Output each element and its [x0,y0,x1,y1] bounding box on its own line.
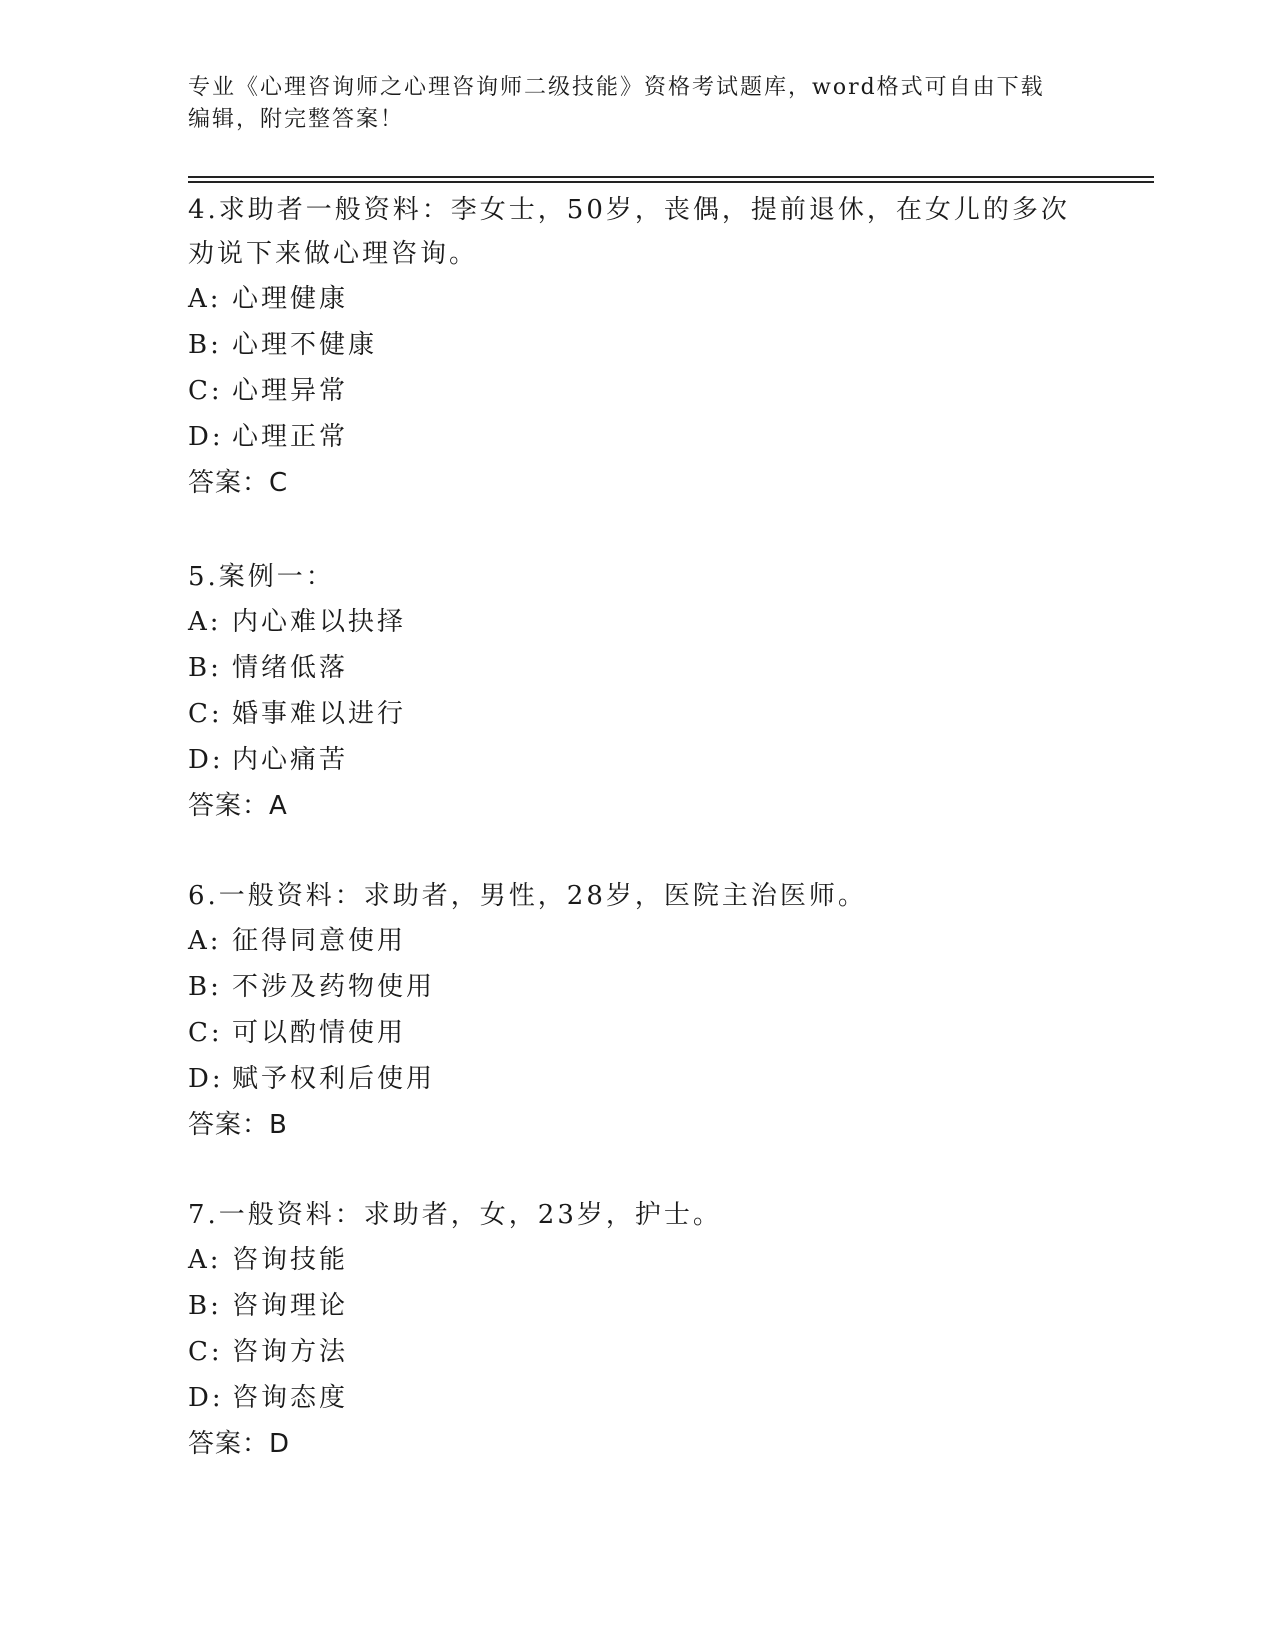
question-stem-line-1: 4.求助者一般资料：李女士，50岁，丧偶，提前退休，在女儿的多次 [188,195,1070,225]
option-a [188,1237,1088,1283]
option-label: D: [188,745,224,775]
question-6 [188,874,1088,1148]
option-label: D: [188,422,224,452]
question-stem-line-1: 5.案例一： [188,562,335,592]
question-4 [188,188,1088,506]
option-label: B: [188,972,222,1002]
question-stem-line-1: 7.一般资料：求助者，女，23岁，护士。 [188,1200,722,1230]
option-label: C: [188,1337,223,1367]
option-label: D: [188,1383,224,1413]
option-b [188,645,1088,691]
option-text: 可以酌情使用 [232,1018,407,1048]
option-label: B: [188,330,222,360]
option-label: C: [188,699,223,729]
option-text: 心理健康 [232,284,349,314]
option-text: 心理不健康 [232,330,378,360]
option-text: 内心难以抉择 [232,607,407,637]
answer-line: 答案：D [188,1429,291,1459]
answer-line: 答案：C [188,468,289,498]
option-text: 咨询方法 [232,1337,349,1367]
answer-line: 答案：A [188,791,288,821]
option-b [188,964,1088,1010]
question-5 [188,555,1088,829]
option-c [188,1010,1088,1056]
header-divider-top [188,176,1154,178]
option-text: 征得同意使用 [232,926,407,956]
option-label: A: [188,926,222,956]
option-label: A: [188,607,222,637]
option-c [188,368,1088,414]
option-b [188,1283,1088,1329]
header-line-2: 编辑，附完整答案！ [188,107,405,132]
option-label: B: [188,1291,222,1321]
option-text: 内心痛苦 [232,745,349,775]
header-divider-bottom [188,181,1154,183]
option-label: C: [188,376,223,406]
option-text: 咨询理论 [232,1291,349,1321]
answer-line: 答案：B [188,1110,288,1140]
option-a [188,276,1088,322]
option-text: 咨询技能 [232,1245,349,1275]
option-label: A: [188,284,222,314]
option-d [188,737,1088,783]
option-a [188,599,1088,645]
option-c [188,691,1088,737]
option-c [188,1329,1088,1375]
option-text: 赋予权利后使用 [232,1064,436,1094]
option-label: B: [188,653,222,683]
option-text: 情绪低落 [232,653,349,683]
option-d [188,1375,1088,1421]
document-header [188,72,1068,136]
option-label: A: [188,1245,222,1275]
option-d [188,1056,1088,1102]
option-a [188,918,1088,964]
question-stem-line-1: 6.一般资料：求助者，男性，28岁，医院主治医师。 [188,881,867,911]
option-text: 婚事难以进行 [232,699,407,729]
option-b [188,322,1088,368]
option-label: C: [188,1018,223,1048]
option-text: 不涉及药物使用 [232,972,436,1002]
option-text: 咨询态度 [232,1383,349,1413]
option-text: 心理异常 [232,376,349,406]
option-text: 心理正常 [232,422,349,452]
option-label: D: [188,1064,224,1094]
question-7 [188,1193,1088,1467]
question-stem-line-2: 劝说下来做心理咨询。 [188,239,479,269]
header-line-1: 专业《心理咨询师之心理咨询师二级技能》资格考试题库，word格式可自由下载 [188,75,1045,100]
option-d [188,414,1088,460]
